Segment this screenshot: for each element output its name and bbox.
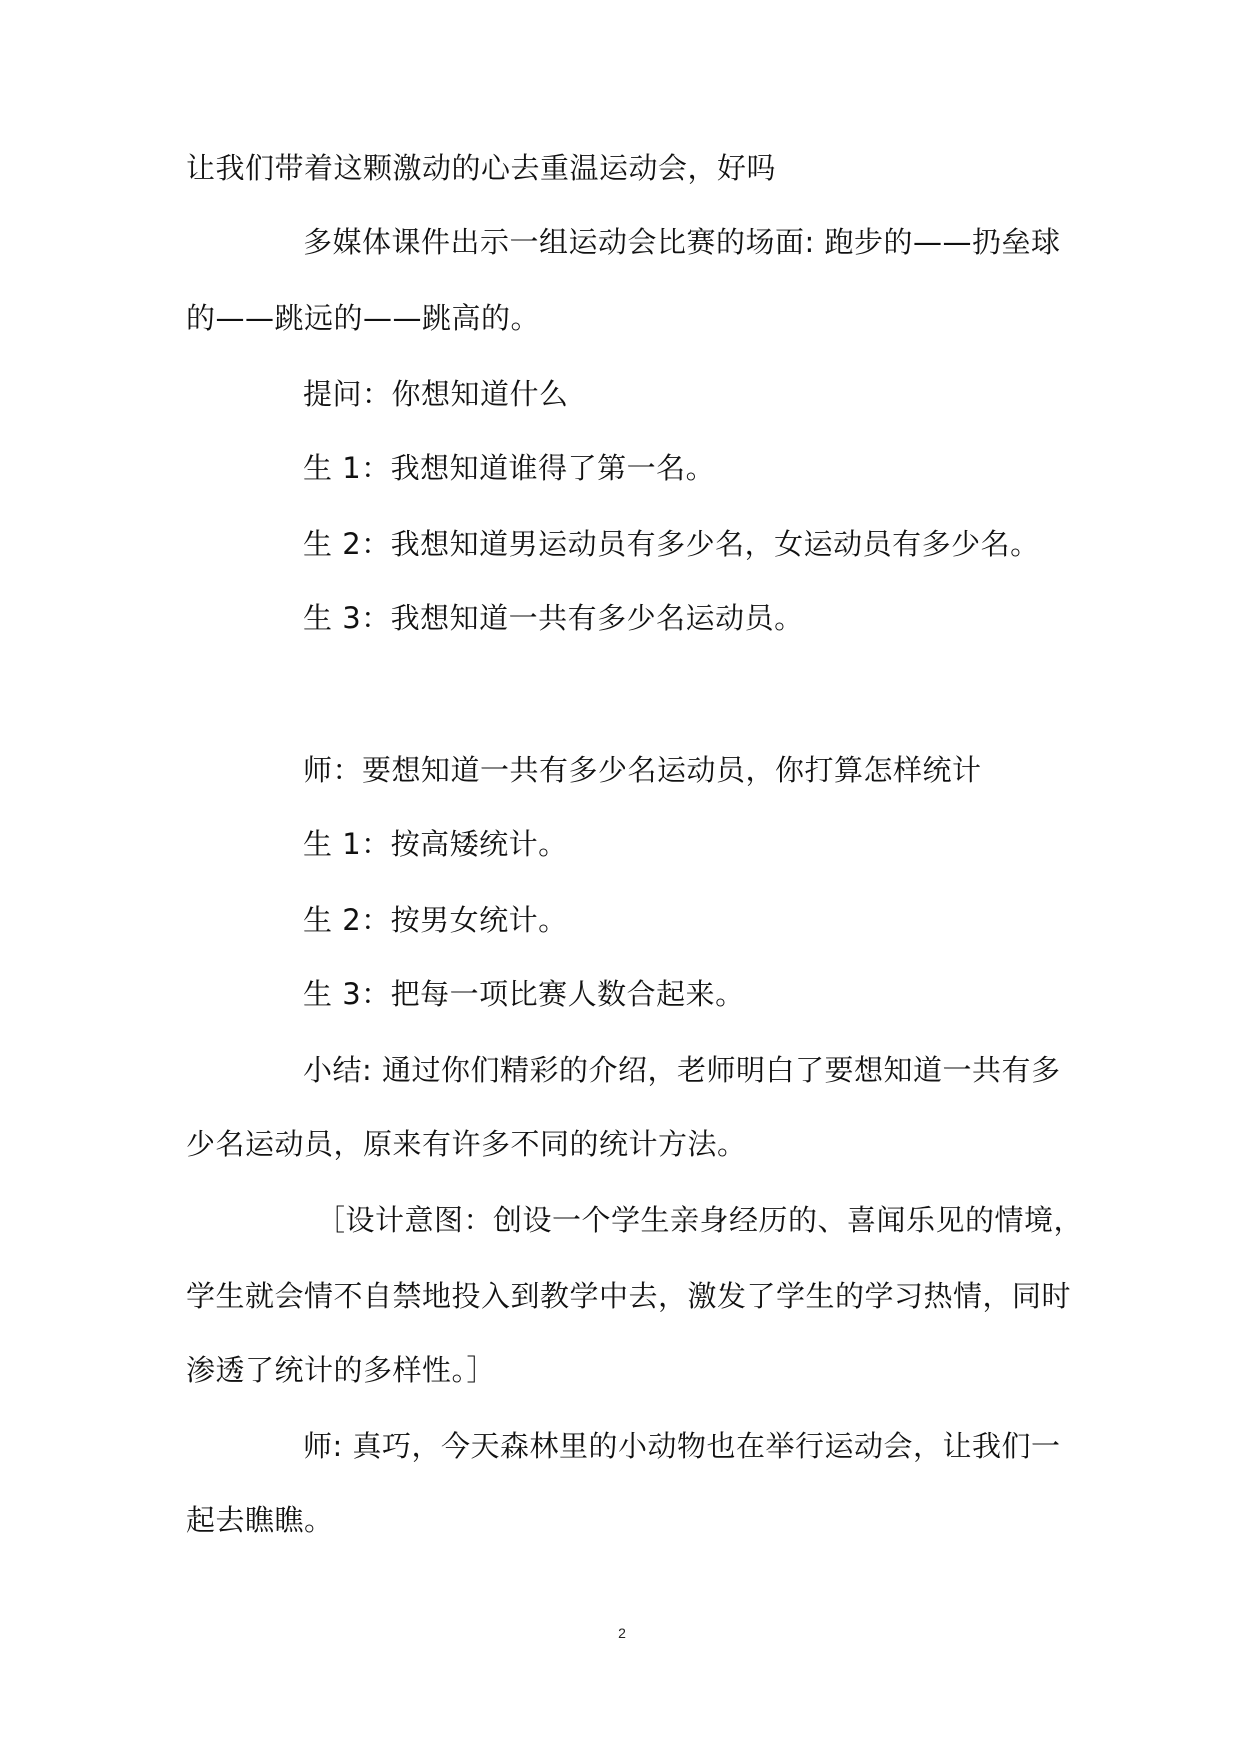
text-line: 让我们带着这颗激动的心去重温运动会，好吗: [186, 151, 777, 185]
text-line: 生 3：把每一项比赛人数合起来。: [303, 977, 745, 1011]
text-line: 多媒体课件出示一组运动会比赛的场面: 跑步的——扔垒球: [303, 225, 1061, 259]
page-number: 2: [618, 1625, 626, 1641]
text-line: 学生就会情不自禁地投入到教学中去，激发了学生的学习热情，同时: [186, 1279, 1072, 1313]
text-line: 提问：你想知道什么: [303, 377, 569, 411]
text-line: 起去瞧瞧。: [186, 1503, 334, 1537]
text-line: 小结: 通过你们精彩的介绍，老师明白了要想知道一共有多: [303, 1053, 1061, 1087]
text-line: 生 3：我想知道一共有多少名运动员。: [303, 601, 804, 635]
text-line: 师：要想知道一共有多少名运动员，你打算怎样统计: [303, 753, 982, 787]
text-line: 生 2：我想知道男运动员有多少名，女运动员有多少名。: [303, 527, 1040, 561]
text-line: 生 1：按高矮统计。: [303, 827, 568, 861]
text-line: 师: 真巧，今天森林里的小动物也在举行运动会，让我们一: [303, 1429, 1061, 1463]
text-line: 生 2：按男女统计。: [303, 903, 568, 937]
text-line: ［设计意图：创设一个学生亲身经历的、喜闻乐见的情境，: [316, 1203, 1084, 1237]
text-line: 的——跳远的——跳高的。: [186, 301, 541, 335]
text-line: 渗透了统计的多样性。］: [186, 1353, 497, 1387]
text-line: 生 1：我想知道谁得了第一名。: [303, 451, 716, 485]
text-line: 少名运动员，原来有许多不同的统计方法。: [186, 1127, 747, 1161]
